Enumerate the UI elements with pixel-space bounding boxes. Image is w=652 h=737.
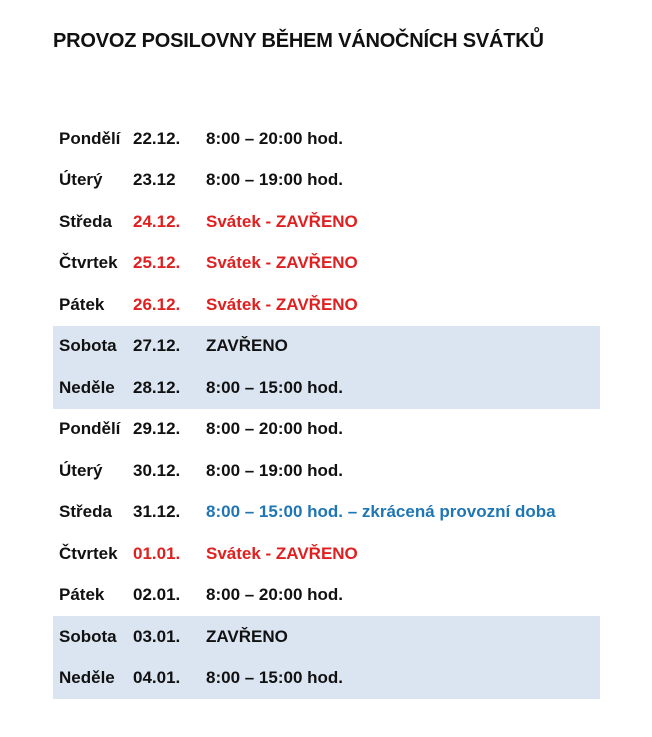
date-cell: 23.12 [133, 170, 176, 190]
day-cell: Sobota [59, 626, 117, 646]
day-cell: Pátek [59, 585, 105, 605]
hours-cell: 8:00 – 20:00 hod. [206, 128, 344, 148]
day-cell: Čtvrtek [59, 543, 118, 563]
day-cell: Neděle [59, 377, 115, 397]
date-cell-holiday: 01.01. [133, 543, 181, 563]
day-cell: Úterý [59, 460, 103, 480]
schedule-row-sun-28 [53, 367, 600, 409]
hours-cell-closed: Svátek - ZAVŘENO [206, 211, 358, 231]
date-cell-holiday: 24.12. [133, 211, 181, 231]
date-cell: 29.12. [133, 419, 181, 439]
date-cell: 30.12. [133, 460, 181, 480]
date-cell: 22.12. [133, 128, 181, 148]
schedule-row-tue-30 [53, 450, 600, 492]
day-cell: Čtvrtek [59, 253, 118, 273]
hours-cell: 8:00 – 20:00 hod. [206, 419, 344, 439]
day-cell: Úterý [59, 170, 103, 190]
schedule-row-sun-04 [53, 658, 600, 700]
date-cell: 31.12. [133, 502, 181, 522]
day-cell: Středa [59, 211, 112, 231]
hours-cell: 8:00 – 19:00 hod. [206, 460, 344, 480]
schedule-row-fri-26 [53, 284, 600, 326]
schedule-row-thu-01 [53, 533, 600, 575]
day-cell: Pondělí [59, 419, 121, 439]
hours-cell: 8:00 – 19:00 hod. [206, 170, 344, 190]
hours-cell-closed: Svátek - ZAVŘENO [206, 294, 358, 314]
hours-cell: 8:00 – 15:00 hod. [206, 377, 344, 397]
page-title: PROVOZ POSILOVNY BĚHEM VÁNOČNÍCH SVÁTKŮ [53, 30, 544, 52]
date-cell: 03.01. [133, 626, 181, 646]
hours-cell: 8:00 – 15:00 hod. [206, 668, 344, 688]
hours-cell: ZAVŘENO [206, 626, 288, 646]
date-cell: 02.01. [133, 585, 181, 605]
day-cell: Středa [59, 502, 112, 522]
hours-cell-closed: Svátek - ZAVŘENO [206, 543, 358, 563]
schedule-row-mon-29 [53, 409, 600, 451]
schedule-row-sat-03 [53, 616, 600, 658]
date-cell: 28.12. [133, 377, 181, 397]
schedule-row-fri-02 [53, 575, 600, 617]
date-cell: 04.01. [133, 668, 181, 688]
schedule-row-mon-22 [53, 118, 600, 160]
schedule-row-tue-23 [53, 160, 600, 202]
schedule-row-wed-31 [53, 492, 600, 534]
schedule-table [53, 118, 600, 699]
date-cell-holiday: 25.12. [133, 253, 181, 273]
day-cell: Sobota [59, 336, 117, 356]
day-cell: Pondělí [59, 128, 121, 148]
hours-cell: 8:00 – 20:00 hod. [206, 585, 344, 605]
day-cell: Neděle [59, 668, 115, 688]
hours-cell-closed: Svátek - ZAVŘENO [206, 253, 358, 273]
date-cell: 27.12. [133, 336, 181, 356]
schedule-row-sat-27 [53, 326, 600, 368]
hours-cell-shortened: 8:00 – 15:00 hod. – zkrácená provozní doba [206, 502, 556, 522]
day-cell: Pátek [59, 294, 105, 314]
schedule-row-thu-25 [53, 243, 600, 285]
date-cell-holiday: 26.12. [133, 294, 181, 314]
schedule-row-wed-24 [53, 201, 600, 243]
hours-cell: ZAVŘENO [206, 336, 288, 356]
